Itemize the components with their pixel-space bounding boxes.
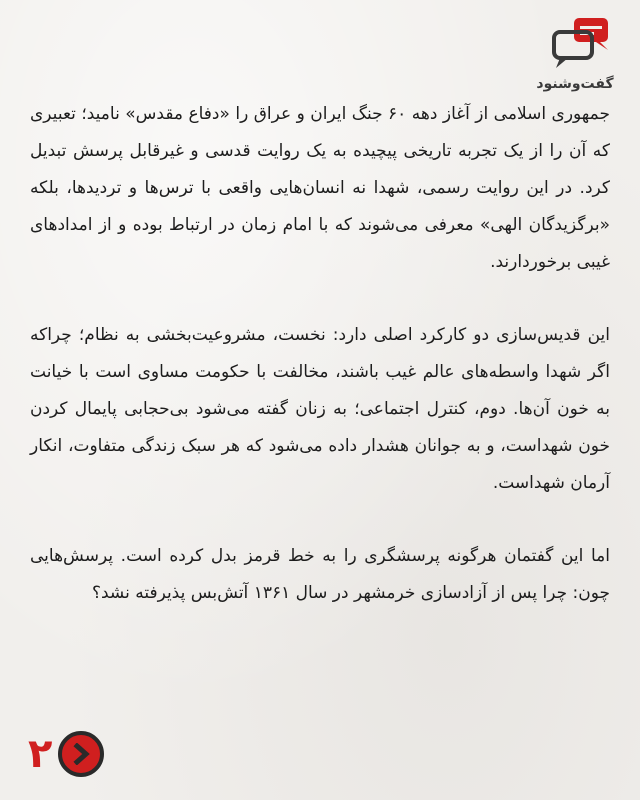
speech-bubbles-icon bbox=[548, 14, 614, 70]
article-body bbox=[30, 96, 610, 612]
brand-logo bbox=[532, 14, 618, 92]
paragraph-2: این قدیس‌سازی دو کارکرد اصلی دارد: نخست، مشروعیت‌بخشی به نظام؛ چراکه اگر شهدا واسطه‌های عالم غیب باشند، مخالفت با حکومت مساوی است با خیانت به خون آن‌ها. دوم، کنترل اجتماعی؛ به زنان گفته می‌شود بی‌حجابی پایمال کردن خون شهداست، و به جوانان هشدار داده می‌شود که هر سبک زندگی متفاوت، انکار آرمان شهداست. bbox=[30, 325, 610, 493]
brand-name: گفت‌وشنود bbox=[536, 76, 614, 92]
paragraph-3: اما این گفتمان هرگونه پرسشگری را به خط قرمز بدل کرده است. پرسش‌هایی چون: چرا پس از آزادسازی خرمشهر در سال ۱۳۶۱ آتش‌بس پذیرفته نشد؟ bbox=[30, 546, 610, 603]
next-page-button[interactable] bbox=[58, 731, 104, 777]
page-number: ۲ bbox=[28, 731, 53, 777]
paragraph-1: جمهوری اسلامی از آغاز دهه ۶۰ جنگ ایران و عراق را «دفاع مقدس» نامید؛ تعبیری که آن را از یک تجربه تاریخی پیچیده به یک روایت قدسی و غیرقابل پرسش تبدیل کرد. در این روایت رسمی، شهدا نه انسان‌هایی واقعی با ترس‌ها و تردیدها، بلکه «برگزیدگان الهی» معرفی می‌شوند که با امام زمان در ارتباط بوده و از امدادهای غیبی برخوردارند. bbox=[30, 104, 610, 272]
page-indicator bbox=[28, 726, 104, 782]
chevron-right-icon bbox=[70, 743, 92, 765]
